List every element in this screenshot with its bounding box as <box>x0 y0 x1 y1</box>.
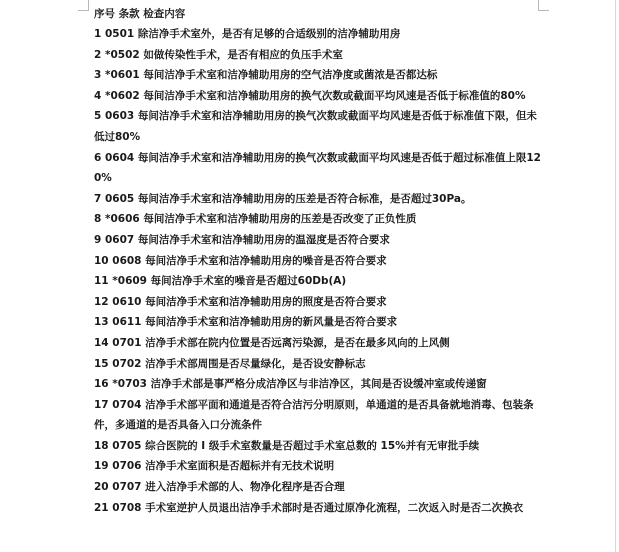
document-body <box>94 4 542 518</box>
list-item: 13 0611 每间洁净手术室和洁净辅助用房的新风量是否符合要求 <box>94 316 398 329</box>
list-item: 7 0605 每间洁净手术室和洁净辅助用房的压差是否符合标准，是否超过30Pa。 <box>94 192 472 205</box>
list-item: 16 *0703 洁净手术部是事严格分成洁净区与非洁净区，其间是否设缓冲室或传递窗 <box>94 378 487 391</box>
page-corner-mark-left <box>78 0 89 11</box>
list-item: 12 0610 每间洁净手术室和洁净辅助用房的照度是否符合要求 <box>94 295 387 308</box>
list-item: 10 0608 每间洁净手术室和洁净辅助用房的噪音是否符合要求 <box>94 254 387 267</box>
list-item: 21 0708 手术室逆护人员退出洁净手术部时是否通过原净化流程，二次返入时是否二次换衣 <box>94 501 524 514</box>
list-item: 18 0705 综合医院的 I 级手术室数量是否超过手术室总数的 15%并有无审批手续 <box>94 439 480 452</box>
list-item: 9 0607 每间洁净手术室和洁净辅助用房的温湿度是否符合要求 <box>94 233 390 246</box>
list-item: 5 0603 每间洁净手术室和洁净辅助用房的换气次数或截面平均风速是否低于标准值下限，但未低过80% <box>94 110 537 143</box>
list-item: 19 0706 洁净手术室面积是否超标并有无技术说明 <box>94 460 335 473</box>
list-item: 4 *0602 每间洁净手术室和洁净辅助用房的换气次数或截面平均风速是否低于标准值的80% <box>94 89 526 102</box>
list-item: 1 0501 除洁净手术室外，是否有足够的合适级别的洁净辅助用房 <box>94 28 401 40</box>
list-item: 3 *0601 每间洁净手术室和洁净辅助用房的空气洁净度或菌浓是否都达标 <box>94 69 438 82</box>
list-item: 15 0702 洁净手术部周围是否尽量绿化，是否设安静标志 <box>94 357 366 370</box>
list-item: 14 0701 洁净手术部在院内位置是否远离污染源，是否在最多风向的上风侧 <box>94 336 450 349</box>
list-item: 17 0704 洁净手术部平面和通道是否符合洁污分明原则，单通道的是否具备就地消毒、包装条件，多通道的是否具备入口分流条件 <box>94 398 534 432</box>
list-item: 8 *0606 每间洁净手术室和洁净辅助用房的压差是否改变了正负性质 <box>94 213 417 226</box>
list-item: 11 *0609 每间洁净手术室的噪音是否超过60Db(A) <box>94 275 347 288</box>
list-item: 20 0707 进入洁净手术部的人、物净化程序是否合理 <box>94 481 345 494</box>
list-item: 2 *0502 如做传染性手术，是否有相应的负压手术室 <box>94 48 343 61</box>
list-item: 6 0604 每间洁净手术室和洁净辅助用房的换气次数或截面平均风速是否低于超过标准值上限120% <box>94 151 541 185</box>
table-heading: 序号 条款 检查内容 <box>94 8 186 20</box>
window-edge <box>615 0 616 552</box>
